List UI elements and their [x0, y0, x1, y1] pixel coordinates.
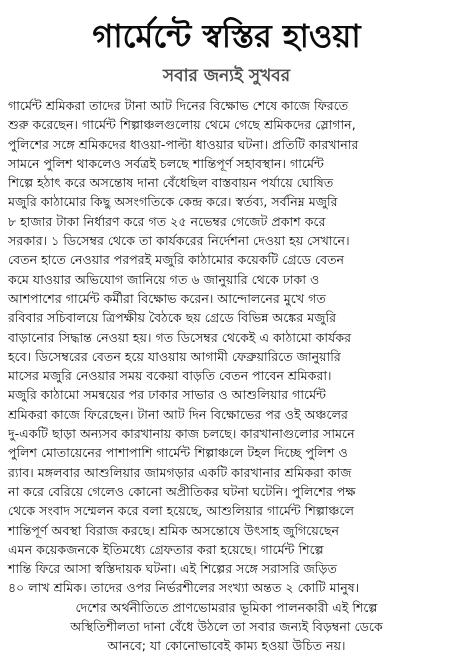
body-line: এমন কয়েকজনকে ইতিমধ্যে গ্রেফতার করা হয়েছে। গার্মেন্ট শিল্পে: [8, 541, 324, 557]
body-line: বাড়ানোর সিদ্ধান্ত নেওয়া হয়। গত ডিসেম্বর থেকেই এ কাঠামো কার্যকর: [8, 329, 352, 345]
body-line: দেশের অর্থনীতিতে প্রাণভোমরার ভূমিকা পালনকারী এই শিল্পে: [75, 599, 378, 615]
body-line: আনবে; যা কোনোভাবেই কাম্য হওয়া উচিত নয়।: [107, 638, 346, 654]
body-line: পুলিশের সঙ্গে শ্রমিকদের ধাওয়া-পাল্টা ধাওয়ার ঘটনা। প্রতিটি কারখানার: [8, 136, 359, 152]
body-line: থেকে সংবাদ সম্মেলন করে বলা হয়েছে, আশুলিয়ার গার্মেন্ট শিল্পাঞ্চলে: [8, 503, 354, 519]
body-line: রবিবার সচিবালয়ে ত্রিপক্ষীয় বৈঠকে ছয় গ্রেডে বিভিন্ন অঙ্কের মজুরি: [8, 310, 337, 326]
body-line: বেতন হাতে নেওয়ার পরপরই মজুরি কাঠামোর কয়েকটি গ্রেডে বেতন: [8, 252, 345, 268]
body-line: মাসের মজুরি নেওয়ার সময় বকেয়া বাড়তি বেতন পাবেন শ্রমিকরা।: [8, 368, 332, 384]
body-line: হবে। ডিসেম্বরের বেতন হয়ে যাওয়ায় আগামী ফেব্রুয়ারিতে জানুয়ারি: [8, 348, 341, 364]
body-line: মজুরি কাঠামো সমন্বয়ের পর ঢাকার সাভার ও আশুলিয়ার গার্মেন্ট: [8, 387, 326, 403]
body-line: মজুরি কাঠামোর কিছু অসংগতিকে কেন্দ্র করে। স্বর্তব্য, সর্বনিম্ন মজুরি: [8, 194, 338, 210]
body-line: শ্রমিকরা কাজে ফিরেছেন। টানা আট দিন বিক্ষোভের পর ওই অঞ্চলের: [8, 406, 348, 422]
body-line: আশপাশের গার্মেন্ট কর্মীরা বিক্ষোভ করেন। আন্দোলনের মুখে গত: [8, 290, 326, 306]
body-line: শান্তি ফিরে আসা স্বস্তিদায়ক ঘটনা। এই শিল্পের সঙ্গে সরাসরি জড়িত: [8, 561, 337, 577]
body-line: র‌্যাব। মঙ্গলবার আশুলিয়ার জামগড়ার একটি কারখানার শ্রমিকরা কাজ: [8, 464, 352, 480]
body-line: গার্মেন্ট শ্রমিকরা তাদের টানা আট দিনের বিক্ষোভ শেষে কাজে ফিরতে: [8, 98, 349, 113]
body-line: কমে যাওয়ার অভিযোগ জানিয়ে গত ৬ জানুয়ারি থেকে ঢাকা ও: [8, 271, 320, 287]
body-line: অস্থিতিশীলতা দানা বেঁধে উঠলে তা সবার জন্যই বিড়ম্বনা ডেকে: [70, 619, 383, 635]
body-line: ৪০ লাখ শ্রমিক। তাদের ওপর নির্ভরশীলের সংখ্যা অন্তত ২ কোটি মানুষ।: [8, 580, 360, 596]
body-line: শান্তিপূর্ণ অবস্থা বিরাজ করছে। শ্রমিক অসন্তোষে উৎসাহ জুগিয়েছেন: [8, 522, 339, 538]
headline: গার্মেন্টে স্বস্তির হাওয়া: [92, 17, 361, 55]
body-line: পুলিশ মোতায়েনের পাশাপাশি গার্মেন্ট শিল্পাঞ্চলে টহল দিচ্ছে পুলিশ ও: [8, 445, 348, 461]
body-line: ৮ হাজার টাকা নির্ধারণ করে গত ২৫ নভেম্বর গেজেট প্রকাশ করে: [8, 213, 326, 229]
article-body: [8, 96, 445, 656]
body-line: সরকার। ১ ডিসেম্বর থেকে তা কার্যকরের নির্দেশনা দেওয়া হয় সেখানে।: [8, 233, 350, 249]
body-line: সামনে পুলিশ থাকলেও সর্বত্রই চলছে শান্তিপূর্ণ সহাবস্থান। গার্মেন্ট: [8, 155, 324, 171]
body-line: দু-একটি ছাড়া অন্যসব কারখানায় কাজ চলছে। কারখানাগুলোর সামনে: [8, 426, 355, 442]
body-line: না করে বেরিয়ে গেলেও কোনো অপ্রীতিকর ঘটনা ঘটেনি। পুলিশের পক্ষ: [8, 483, 356, 499]
subheadline: সবার জন্যই সুখবর: [162, 66, 291, 86]
body-line: শিল্পে হঠাৎ করে অসন্তোষ দানা বেঁধেছিল বাস্তবায়ন পর্যায়ে ঘোষিত: [8, 175, 334, 191]
body-line: শুরু করেছেন। গার্মেন্ট শিল্পাঞ্চলগুলোয় থেমে গেছে শ্রমিকদের স্লোগান,: [8, 117, 356, 133]
